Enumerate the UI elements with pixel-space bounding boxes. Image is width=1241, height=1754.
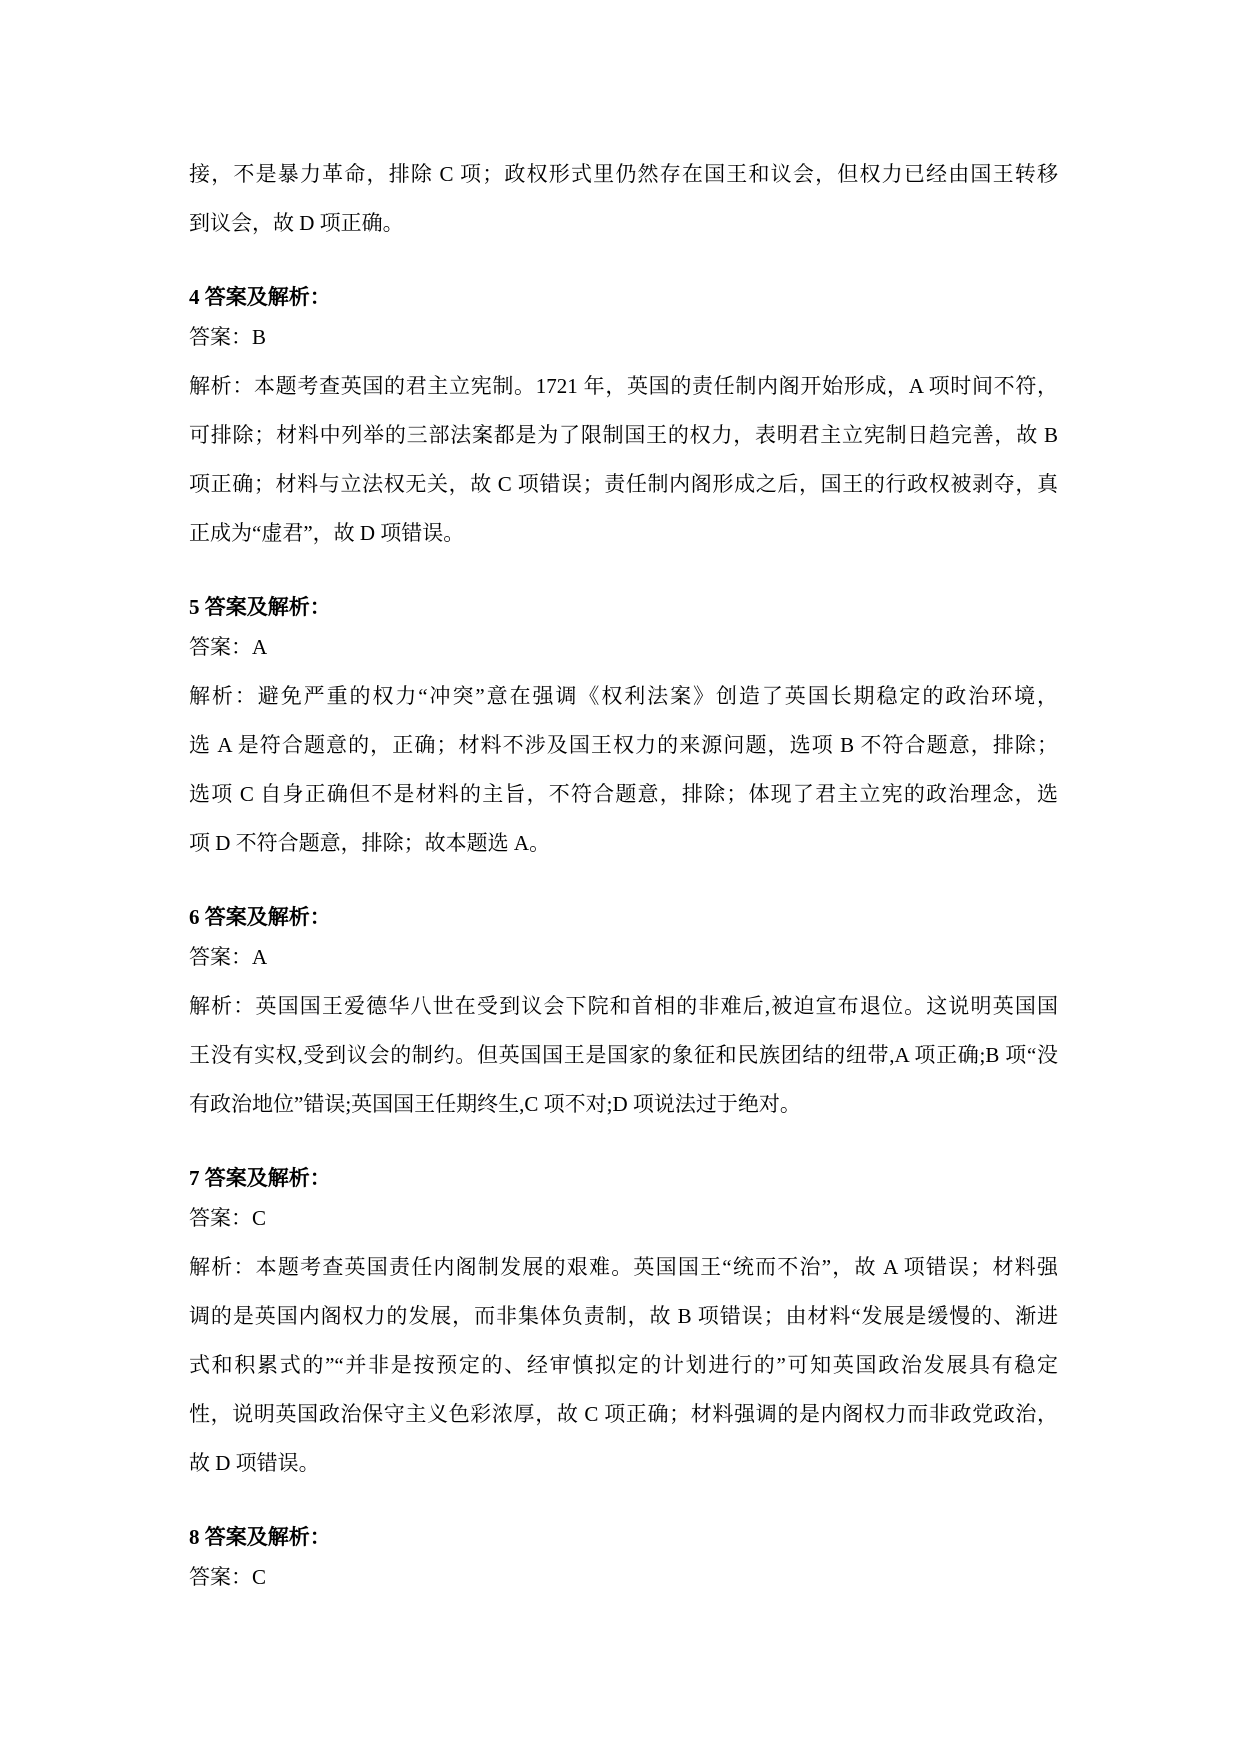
analysis-line: 式和积累式的”“并非是按预定的、经审慎拟定的计划进行的”可知英国政治发展具有稳定 bbox=[189, 1353, 1058, 1377]
section-heading: 5 答案及解析： bbox=[189, 595, 331, 619]
answer-line: 答案：B bbox=[189, 325, 267, 349]
analysis-line: 王没有实权,受到议会的制约。但英国国王是国家的象征和民族团结的纽带,A 项正确;B 项“没 bbox=[189, 1043, 1058, 1067]
document-body bbox=[189, 150, 1058, 1602]
answer-section-4 bbox=[189, 281, 1058, 558]
section-heading: 6 答案及解析： bbox=[189, 905, 331, 929]
section-heading: 4 答案及解析： bbox=[189, 285, 331, 309]
analysis-line: 故 D 项错误。 bbox=[189, 1451, 320, 1475]
answer-section-8 bbox=[189, 1521, 1058, 1602]
analysis-line: 正成为“虚君”，故 D 项错误。 bbox=[189, 521, 465, 545]
section-heading: 7 答案及解析： bbox=[189, 1166, 331, 1190]
analysis-line: 项 D 不符合题意，排除；故本题选 A。 bbox=[189, 831, 551, 855]
continuation-paragraph bbox=[189, 150, 1058, 248]
answer-section-5 bbox=[189, 591, 1058, 868]
analysis-line: 选 A 是符合题意的，正确；材料不涉及国王权力的来源问题，选项 B 不符合题意，排除； bbox=[189, 733, 1058, 757]
analysis-line: 调的是英国内阁权力的发展，而非集体负责制，故 B 项错误；由材料“发展是缓慢的、渐进 bbox=[189, 1304, 1058, 1328]
analysis-line: 解析：英国国王爱德华八世在受到议会下院和首相的非难后,被迫宣布退位。这说明英国国 bbox=[189, 994, 1058, 1018]
analysis-line: 解析：本题考查英国责任内阁制发展的艰难。英国国王“统而不治”，故 A 项错误；材料强 bbox=[189, 1255, 1058, 1279]
analysis-line: 可排除；材料中列举的三部法案都是为了限制国王的权力，表明君主立宪制日趋完善，故 B bbox=[189, 423, 1058, 447]
answer-line: 答案：A bbox=[189, 945, 268, 969]
analysis-line: 解析：避免严重的权力“冲突”意在强调《权利法案》创造了英国长期稳定的政治环境， bbox=[189, 684, 1058, 708]
paragraph-line: 接，不是暴力革命，排除 C 项；政权形式里仍然存在国王和议会，但权力已经由国王转移 bbox=[189, 162, 1058, 186]
analysis-line: 项正确；材料与立法权无关，故 C 项错误；责任制内阁形成之后，国王的行政权被剥夺，真 bbox=[189, 472, 1058, 496]
analysis-line: 有政治地位”错误;英国国王任期终生,C 项不对;D 项说法过于绝对。 bbox=[189, 1092, 801, 1116]
answer-line: 答案：A bbox=[189, 635, 268, 659]
section-heading: 8 答案及解析： bbox=[189, 1525, 331, 1549]
answer-section-7 bbox=[189, 1162, 1058, 1488]
analysis-line: 性，说明英国政治保守主义色彩浓厚，故 C 项正确；材料强调的是内阁权力而非政党政治， bbox=[189, 1402, 1058, 1426]
answer-line: 答案：C bbox=[189, 1206, 267, 1230]
paragraph-line: 到议会，故 D 项正确。 bbox=[189, 211, 404, 235]
analysis-line: 解析：本题考查英国的君主立宪制。1721 年，英国的责任制内阁开始形成，A 项时间不符， bbox=[189, 374, 1058, 398]
answer-section-6 bbox=[189, 901, 1058, 1129]
answer-line: 答案：C bbox=[189, 1565, 267, 1589]
analysis-line: 选项 C 自身正确但不是材料的主旨，不符合题意，排除；体现了君主立宪的政治理念，选 bbox=[189, 782, 1058, 806]
